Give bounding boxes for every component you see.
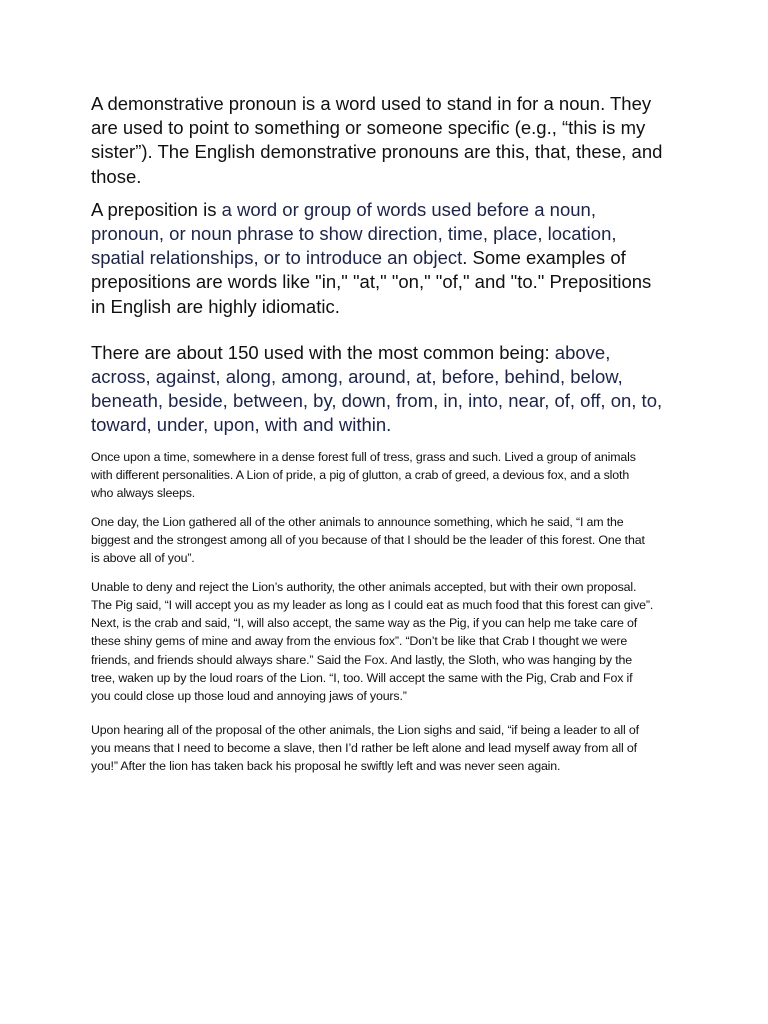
- text-line: is above all of you”.: [91, 551, 195, 566]
- text-line: friends, and friends should always share.” Said the Fox. And lastly, the Sloth, who was hanging by the: [91, 652, 632, 667]
- text-line: those.: [91, 165, 142, 187]
- text-line: tree, waken up by the loud roars of the Lion. “I, too. Will accept the same with the Pig, Crab and Fox if: [91, 670, 633, 685]
- text-line: with different personalities. A Lion of pride, a pig of glutton, a crab of greed, a devious fox, and a sloth: [91, 467, 630, 482]
- text-line: Once upon a time, somewhere in a dense forest full of tress, grass and such. Lived a group of animals: [91, 449, 636, 464]
- text-line: beneath, beside, between, by, down, from, in, into, near, of, off, on, to,: [91, 390, 663, 412]
- list-run: above,: [554, 341, 611, 363]
- text-line: across, against, along, among, around, at, before, behind, below,: [91, 366, 623, 388]
- text-line: pronoun, or noun phrase to show direction, time, place, location,: [91, 223, 617, 245]
- text-line: [91, 341, 679, 365]
- text-line: in English are highly idiomatic.: [91, 295, 340, 317]
- text-line: Unable to deny and reject the Lion’s authority, the other animals accepted, but with their own proposal.: [91, 580, 637, 595]
- text-line: [91, 198, 679, 222]
- text-line: biggest and the strongest among all of you because of that I should be the leader of this forest. One that: [91, 533, 645, 548]
- story-paragraph-4: [91, 721, 679, 775]
- definition-run: spatial relationships, or to introduce an object: [91, 247, 463, 269]
- text-line: you could close up those loud and annoying jaws of yours.”: [91, 688, 407, 703]
- text-line: prepositions are words like "in," "at," "on," "of," and "to." Prepositions: [91, 271, 652, 293]
- text-run: There are about 150 used with the most common being:: [91, 341, 555, 363]
- text-line: Next, is the crab and said, “I, will also accept, the same way as the Pig, if you can help me take care of: [91, 616, 638, 631]
- text-line: who always sleeps.: [91, 485, 196, 500]
- preposition-paragraph: [91, 198, 679, 319]
- text-line: The Pig said, “I will accept you as my leader as long as I could eat as much food that this forest can give”.: [91, 598, 654, 613]
- text-run: . Some examples of: [462, 247, 626, 269]
- text-line: Upon hearing all of the proposal of the other animals, the Lion sighs and said, “if being a leader to all of: [91, 722, 639, 737]
- text-line: toward, under, upon, with and within.: [91, 414, 392, 436]
- text-line: you means that I need to become a slave, then I’d rather be left alone and lead myself away from all of: [91, 740, 637, 755]
- text-line: A demonstrative pronoun is a word used to stand in for a noun. They: [91, 93, 652, 114]
- text-line: these shiny gems of mine and away from the envious fox”. “Don’t be like that Crab I thought we were: [91, 634, 628, 649]
- story-paragraph-3: [91, 578, 679, 705]
- text-run: A preposition is: [91, 198, 222, 220]
- text-line: sister”). The English demonstrative pronouns are this, that, these, and: [91, 141, 663, 163]
- common-prepositions-paragraph: [91, 341, 679, 438]
- definition-run: a word or group of words used before a noun,: [221, 198, 596, 220]
- document-page: [91, 92, 679, 775]
- text-line: [91, 246, 679, 270]
- text-line: One day, the Lion gathered all of the other animals to announce something, which he said, “I am the: [91, 514, 624, 529]
- demonstrative-pronoun-paragraph: [91, 92, 679, 189]
- text-line: you!” After the lion has taken back his proposal he swiftly left and was never seen again.: [91, 759, 561, 774]
- text-line: are used to point to something or someone specific (e.g., “this is my: [91, 117, 646, 139]
- story-paragraph-1: [91, 448, 679, 502]
- story-paragraph-2: [91, 513, 679, 567]
